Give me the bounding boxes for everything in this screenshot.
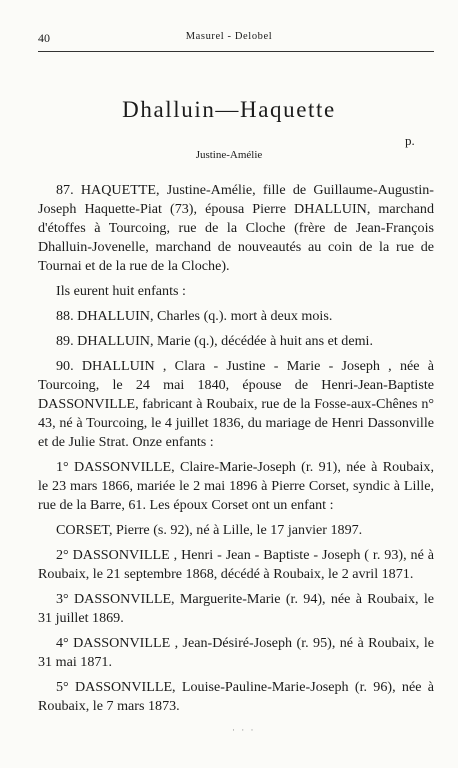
paragraph-child-1: 1° DASSONVILLE, Claire-Marie-Joseph (r. 91), née à Roubaix, le 23 mars 1866, mariée le 2 mai 1896 à Pierre Corset, syndic à Lille, rue de la Barre, 61. Les époux Corset ont un enfant : xyxy=(38,459,434,513)
paragraph-child-4: 4° DASSONVILLE , Jean-Désiré-Joseph (r. 95), né à Roubaix, le 31 mai 1871. xyxy=(38,635,434,670)
paragraph-88: 88. DHALLUIN, Charles (q.). mort à deux mois. xyxy=(56,308,333,324)
section-title: Dhalluin—Haquette xyxy=(122,97,336,122)
paragraph-87: 87. HAQUETTE, Justine-Amélie, fille de Guillaume-Augustin-Joseph Haquette-Piat (73), épousa Pierre DHALLUIN, marchand d'étoffes à Tourcoing, rue de la Cloche (frère de Jean-François Dhalluin-Jovenelle, marchand de nouveautés au coin de la rue de Tournai et de la rue de la Cloche). xyxy=(38,182,434,274)
paragraph-child-3: 3° DASSONVILLE, Marguerite-Marie (r. 94), née à Roubaix, le 31 juillet 1869. xyxy=(38,591,434,626)
print-specks: · · · xyxy=(232,725,256,735)
paragraph-child-2: 2° DASSONVILLE , Henri - Jean - Baptiste - Joseph ( r. 93), né à Roubaix, le 21 septembre 1868, décédé à Roubaix, le 2 avril 1871. xyxy=(38,547,434,582)
paragraph-89: 89. DHALLUIN, Marie (q.), décédée à huit ans et demi. xyxy=(56,333,373,349)
running-title: Masurel - Delobel xyxy=(185,31,273,42)
page-header xyxy=(0,31,458,49)
paragraph-child-5: 5° DASSONVILLE, Louise-Pauline-Marie-Joseph (r. 96), née à Roubaix, le 7 mars 1873. xyxy=(38,679,434,714)
paragraph-90: 90. DHALLUIN , Clara - Justine - Marie - Joseph , née à Tourcoing, le 24 mai 1840, épouse de Henri-Jean-Baptiste DASSONVILLE, fabricant à Roubaix, rue de la Fosse-aux-Chênes n° 43, né à Tourcoing, le 4 juillet 1836, du mariage de Henri Dassonville et de Julie Strat. Onze enfants : xyxy=(38,358,434,450)
page-number: 40 xyxy=(38,31,50,45)
paragraph-grandchild: CORSET, Pierre (s. 92), né à Lille, le 17 janvier 1897. xyxy=(56,522,363,538)
section-subtitle: Justine-Amélie xyxy=(195,149,263,161)
margin-mark: p. xyxy=(405,133,415,148)
body-text xyxy=(38,181,434,722)
header-rule xyxy=(38,51,434,52)
paragraph-children-intro: Ils eurent huit enfants : xyxy=(56,283,186,299)
